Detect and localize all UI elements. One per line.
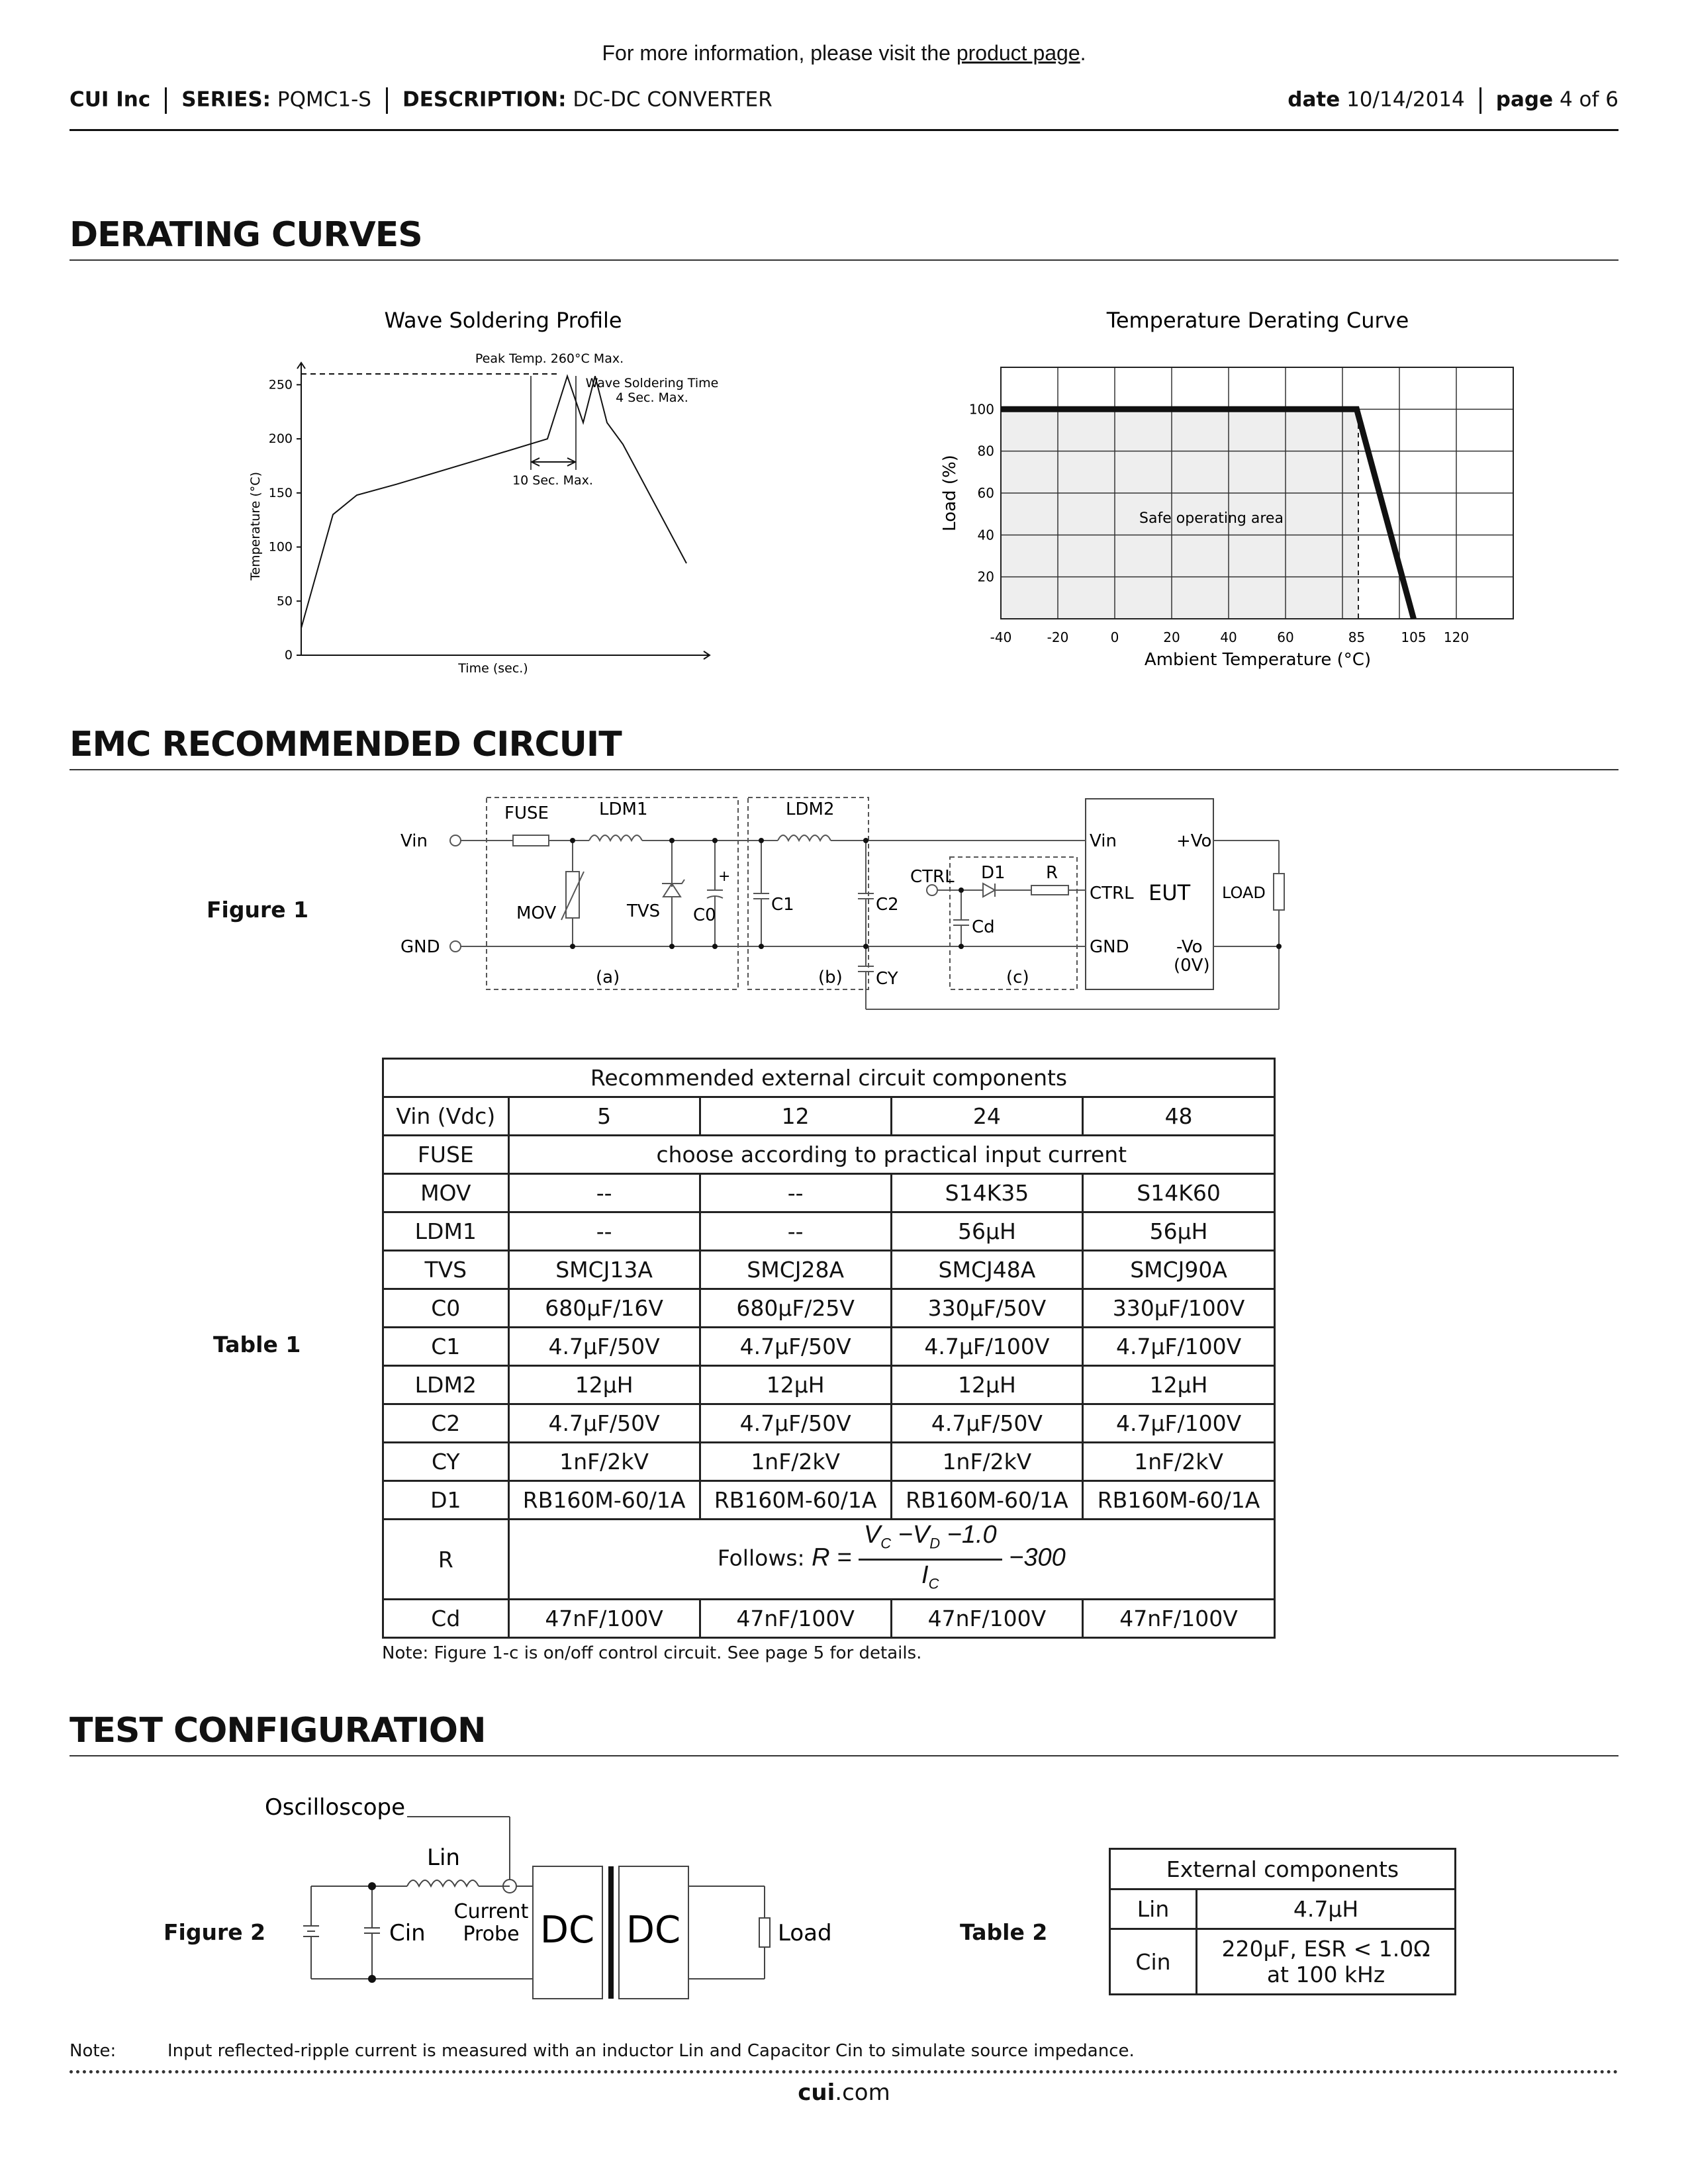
- chart-title: Temperature Derating Curve: [1106, 308, 1409, 333]
- ldm1-label: LDM1: [599, 799, 648, 819]
- c2-label: C2: [876, 895, 899, 915]
- r-resistor: [1031, 886, 1068, 895]
- table-cell: 12µH: [508, 1366, 700, 1404]
- table-row: [1110, 1889, 1456, 1929]
- cy-label: CY: [876, 969, 898, 989]
- table-cell: CY: [383, 1443, 509, 1481]
- table-cell: 4.7µF/50V: [891, 1404, 1082, 1443]
- cin-value-line2: at 100 kHz: [1266, 1962, 1385, 1987]
- table-cell: SMCJ90A: [1083, 1251, 1275, 1289]
- page-value: 4 of 6: [1559, 87, 1618, 112]
- x-tick-label: 60: [1277, 629, 1294, 645]
- ten-sec-label: 10 Sec. Max.: [512, 473, 593, 488]
- company-name: CUI Inc: [70, 87, 151, 112]
- product-page-link[interactable]: product page: [956, 41, 1080, 65]
- formula-vd: −V: [891, 1521, 930, 1549]
- table-row: [383, 1481, 1275, 1520]
- table-cell: 4.7µF/50V: [508, 1404, 700, 1443]
- date-value: 10/14/2014: [1346, 87, 1465, 112]
- table-cell: 4.7µF/50V: [700, 1328, 891, 1366]
- figure2-label: Figure 2: [164, 1919, 266, 1945]
- vo-pos-label: +Vo: [1176, 831, 1212, 851]
- box-a: [487, 797, 738, 989]
- a-label: (a): [596, 968, 620, 987]
- table-row: [383, 1443, 1275, 1481]
- table-cell: RB160M-60/1A: [891, 1481, 1082, 1520]
- y-tick: [285, 648, 301, 662]
- table-cell: --: [700, 1174, 891, 1212]
- formula-sub: C: [928, 1575, 939, 1592]
- formula-const: −1.0: [940, 1521, 997, 1549]
- load-label: LOAD: [1222, 884, 1266, 902]
- footer-domain[interactable]: .com: [835, 2079, 890, 2106]
- series-label: SERIES:: [181, 87, 271, 112]
- table-cell: RB160M-60/1A: [508, 1481, 700, 1520]
- table-cell: 1nF/2kV: [700, 1443, 891, 1481]
- table-row: [383, 1289, 1275, 1328]
- table-cell: 47nF/100V: [700, 1600, 891, 1638]
- load-label: Load: [778, 1920, 832, 1946]
- fuse-symbol: [513, 835, 549, 846]
- transformer-bar: [608, 1866, 614, 1999]
- formula-sub: D: [929, 1535, 941, 1552]
- y-tick-label: 60: [977, 485, 994, 501]
- table-cell: TVS: [383, 1251, 509, 1289]
- top-note-text: For more information, please visit the: [602, 41, 957, 65]
- x-tick-label: 120: [1443, 629, 1470, 645]
- eut-label: EUT: [1149, 880, 1191, 905]
- bottom-note-label: Note:: [70, 2041, 117, 2061]
- chart-title: Wave Soldering Profile: [384, 308, 622, 333]
- table-cell: R: [383, 1520, 509, 1600]
- x-tick-label: -40: [990, 629, 1012, 645]
- table-title: External components: [1110, 1849, 1456, 1889]
- table-cell: C1: [383, 1328, 509, 1366]
- y-tick-label: 80: [977, 443, 994, 459]
- cd-label: Cd: [972, 917, 995, 937]
- ldm2-label: LDM2: [786, 799, 835, 819]
- c0-label: C0: [693, 905, 716, 925]
- x-axis-label: Time (sec.): [458, 661, 528, 676]
- r-formula-cell: [508, 1520, 1274, 1600]
- table-cell: RB160M-60/1A: [700, 1481, 891, 1520]
- y-tick: [269, 432, 301, 446]
- ldm1-inductor: [589, 835, 642, 841]
- table-cell: RB160M-60/1A: [1083, 1481, 1275, 1520]
- table-row: [383, 1404, 1275, 1443]
- x-tick-label: 40: [1220, 629, 1237, 645]
- x-tick-label: 0: [1110, 629, 1119, 645]
- table-cell: 1nF/2kV: [1083, 1443, 1275, 1481]
- emc-circuit: [391, 791, 1304, 1023]
- ctrl-label: CTRL: [910, 867, 955, 887]
- y-tick-label: 250: [268, 377, 293, 392]
- formula-tail: −300: [1009, 1543, 1066, 1572]
- table-cell: 4.7µH: [1197, 1889, 1456, 1929]
- table-cell: Cd: [383, 1600, 509, 1638]
- table-row: [383, 1520, 1275, 1600]
- table-row: [383, 1328, 1275, 1366]
- table-row: [383, 1251, 1275, 1289]
- table-row: [383, 1174, 1275, 1212]
- load-resistor: [759, 1918, 770, 1947]
- y-tick-label: 50: [276, 594, 293, 609]
- section-title-test: TEST CONFIGURATION: [70, 1711, 486, 1751]
- table-cell: FUSE: [383, 1136, 509, 1174]
- table-cell: 56µH: [891, 1212, 1082, 1251]
- current-label: Current: [453, 1900, 529, 1923]
- table-title: Recommended external circuit components: [383, 1059, 1275, 1097]
- table-cell: 4.7µF/100V: [1083, 1404, 1275, 1443]
- eut-vin-label: Vin: [1090, 831, 1117, 851]
- components-table: [382, 1058, 1276, 1639]
- formula-ic: I: [921, 1561, 929, 1589]
- ldm2-inductor: [778, 835, 831, 841]
- table-cell: MOV: [383, 1174, 509, 1212]
- table-cell: D1: [383, 1481, 509, 1520]
- table-cell: 47nF/100V: [508, 1600, 700, 1638]
- table-cell: 680µF/16V: [508, 1289, 700, 1328]
- series-value: PQMC1-S: [277, 87, 371, 112]
- table-cell: 12µH: [1083, 1366, 1275, 1404]
- table-cell: choose according to practical input current: [508, 1136, 1274, 1174]
- y-tick-label: 0: [284, 648, 293, 662]
- footer-bold: cui: [798, 2079, 835, 2106]
- table-cell: 4.7µF/100V: [1083, 1328, 1275, 1366]
- tvs-label: TVS: [627, 901, 661, 921]
- b-label: (b): [818, 968, 843, 987]
- table-row: [383, 1097, 1275, 1136]
- table-cell: 12µH: [891, 1366, 1082, 1404]
- lin-inductor: [407, 1880, 479, 1886]
- section-title-derating: DERATING CURVES: [70, 215, 422, 255]
- table-cell: Cin: [1110, 1929, 1197, 1995]
- gnd-label: GND: [400, 937, 440, 957]
- top-note-suffix: .: [1080, 41, 1086, 65]
- table-cell: SMCJ48A: [891, 1251, 1082, 1289]
- formula-sub: C: [880, 1535, 892, 1552]
- r-label: R: [1046, 863, 1058, 883]
- table-row: [383, 1366, 1275, 1404]
- date-label: date: [1288, 87, 1340, 112]
- table-cell: 330µF/50V: [891, 1289, 1082, 1328]
- table-cell: 56µH: [1083, 1212, 1275, 1251]
- page-header: [70, 87, 1618, 120]
- y-tick: [277, 594, 301, 608]
- table-cell: 1nF/2kV: [508, 1443, 700, 1481]
- cin-label: Cin: [389, 1920, 426, 1946]
- d1-diode: [983, 884, 995, 897]
- c-label: (c): [1006, 968, 1029, 987]
- y-tick: [269, 377, 301, 392]
- x-tick-label: 85: [1348, 629, 1366, 645]
- table-row: [383, 1212, 1275, 1251]
- vin-label: Vin: [400, 831, 428, 851]
- probe-label: Probe: [463, 1923, 520, 1946]
- test-circuit: [258, 1787, 854, 2012]
- c0-plus-label: +: [718, 868, 731, 885]
- footer: [0, 2079, 1688, 2106]
- table2-label: Table 2: [960, 1919, 1048, 1945]
- table-cell: LDM1: [383, 1212, 509, 1251]
- figure1-label: Figure 1: [207, 897, 309, 923]
- table-cell: 48: [1083, 1097, 1275, 1136]
- table-cell: 4.7µF/100V: [891, 1328, 1082, 1366]
- zero-v-label: (0V): [1174, 956, 1210, 976]
- dc-label-1: DC: [539, 1909, 595, 1952]
- cin-value-line1: 220µF, ESR < 1.0Ω: [1221, 1936, 1430, 1962]
- peak-temp-label: Peak Temp. 260°C Max.: [475, 351, 624, 366]
- table-cell: --: [508, 1212, 700, 1251]
- description-label: DESCRIPTION:: [402, 87, 567, 112]
- vo-neg-label: -Vo: [1176, 937, 1203, 957]
- y-axis-label: Temperature (°C): [248, 472, 263, 580]
- table-cell: S14K60: [1083, 1174, 1275, 1212]
- table-cell: 24: [891, 1097, 1082, 1136]
- table-cell: 4.7µF/50V: [700, 1404, 891, 1443]
- table-cell: SMCJ28A: [700, 1251, 891, 1289]
- y-tick: [269, 486, 301, 500]
- x-tick-label: 105: [1401, 629, 1427, 645]
- x-tick-label: 20: [1163, 629, 1180, 645]
- table-cell: 47nF/100V: [891, 1600, 1082, 1638]
- bottom-note-text: Input reflected-ripple current is measured with an inductor Lin and Capacitor Cin to simulate source impedance.: [167, 2041, 1135, 2061]
- safe-area-label: Safe operating area: [1139, 510, 1284, 527]
- table1-note: Note: Figure 1-c is on/off control circuit. See page 5 for details.: [382, 1643, 922, 1663]
- y-tick-label: 40: [977, 527, 994, 543]
- oscilloscope-label: Oscilloscope: [265, 1794, 406, 1821]
- lin-label: Lin: [427, 1844, 460, 1871]
- table-cell: SMCJ13A: [508, 1251, 700, 1289]
- table-cell: [1197, 1929, 1456, 1995]
- table-cell: 4.7µF/50V: [508, 1328, 700, 1366]
- table-cell: 12µH: [700, 1366, 891, 1404]
- section-rule: [70, 1755, 1618, 1756]
- table-cell: S14K35: [891, 1174, 1082, 1212]
- table-cell: 1nF/2kV: [891, 1443, 1082, 1481]
- wave-time-label-1: Wave Soldering Time: [585, 376, 719, 390]
- section-title-emc: EMC RECOMMENDED CIRCUIT: [70, 725, 622, 764]
- follows-label: Follows:: [717, 1545, 805, 1571]
- table-cell: --: [700, 1212, 891, 1251]
- c1-label: C1: [771, 895, 794, 915]
- table-cell: Lin: [1110, 1889, 1197, 1929]
- fuse-label: FUSE: [504, 803, 549, 823]
- y-tick: [269, 540, 301, 555]
- x-tick-label: -20: [1047, 629, 1069, 645]
- page-label: page: [1495, 87, 1554, 112]
- formula-lhs: R =: [812, 1543, 852, 1572]
- table-cell: LDM2: [383, 1366, 509, 1404]
- tvs-symbol: [662, 880, 684, 897]
- table-cell: C2: [383, 1404, 509, 1443]
- eut-gnd-label: GND: [1090, 937, 1129, 957]
- y-tick-label: 200: [268, 432, 293, 447]
- load-resistor: [1274, 874, 1284, 910]
- table1-label: Table 1: [213, 1332, 301, 1357]
- table-row: [383, 1136, 1275, 1174]
- section-rule: [70, 769, 1618, 770]
- table-cell: 47nF/100V: [1083, 1600, 1275, 1638]
- top-note: [0, 41, 1688, 66]
- table-cell: Vin (Vdc): [383, 1097, 509, 1136]
- section-rule: [70, 259, 1618, 261]
- table-row: [383, 1600, 1275, 1638]
- eut-ctrl-label: CTRL: [1090, 884, 1134, 903]
- profile-line: [301, 376, 686, 628]
- y-tick-label: 20: [977, 569, 994, 585]
- dc-label-2: DC: [626, 1909, 681, 1952]
- table-cell: --: [508, 1174, 700, 1212]
- table-cell: 5: [508, 1097, 700, 1136]
- table-cell: 12: [700, 1097, 891, 1136]
- wave-time-label-2: 4 Sec. Max.: [616, 390, 688, 405]
- mov-label: MOV: [516, 903, 557, 923]
- table-cell: C0: [383, 1289, 509, 1328]
- table-cell: 330µF/100V: [1083, 1289, 1275, 1328]
- description-value: DC-DC CONVERTER: [573, 87, 773, 112]
- y-tick-label: 100: [268, 539, 293, 555]
- wave-soldering-chart: [238, 304, 741, 682]
- y-tick-label: 150: [268, 485, 293, 500]
- formula-fraction: [859, 1520, 1002, 1598]
- x-axis-label: Ambient Temperature (°C): [1144, 650, 1372, 670]
- footer-rule: [70, 2070, 1618, 2073]
- y-tick-label: 100: [968, 401, 994, 418]
- formula-vc: V: [863, 1521, 881, 1549]
- header-rule: [70, 129, 1618, 131]
- table-row: [1110, 1929, 1456, 1995]
- table-cell: 680µF/25V: [700, 1289, 891, 1328]
- derating-chart: [933, 304, 1516, 682]
- d1-label: D1: [981, 863, 1006, 883]
- y-axis-label: Load (%): [940, 455, 960, 531]
- external-components-table: [1109, 1848, 1456, 1995]
